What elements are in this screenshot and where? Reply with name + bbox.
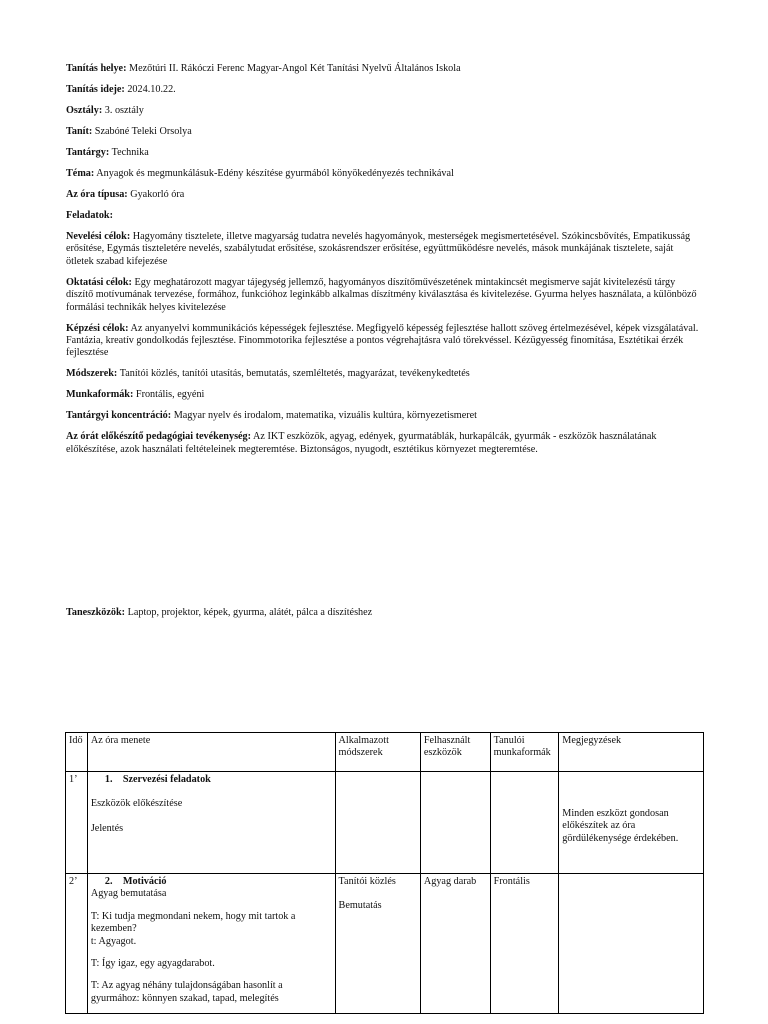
- field-teaching-tools: Taneszközök: Laptop, projektor, képek, gyurma, alátét, pálca a díszítéshez: [66, 607, 373, 618]
- method-item: Bemutatás: [338, 900, 382, 912]
- field-subject: Tantárgy: Technika: [66, 147, 149, 158]
- field-location: Tanítás helye: Mezőtúri II. Rákóczi Ferenc Magyar-Angol Két Tanítási Nyelvű Általános Iskola: [66, 63, 461, 74]
- field-concentration: Tantárgyi koncentráció: Magyar nyelv és irodalom, matematika, vizuális kultúra, környezetismeret: [66, 410, 477, 422]
- header-notes: Megjegyzések: [559, 733, 704, 772]
- cell-tools: Agyag darab: [420, 874, 490, 1014]
- flow-line: t: Agyagot.: [90, 935, 137, 947]
- field-teaching-goals: Oktatási célok: Egy meghatározott magyar tájegység jellemző, hagyományos díszítőművészetének mintakincsét megismerve saját kivitelezésű tárgy díszítő motívumának tervezése, formához, funkcióhoz leginkább alkalmas díszítmény kiválasztása és kivitelezése. Gyurma helyes használata, a különböző formálási technikák helyes kivitelezése: [66, 276, 697, 313]
- flow-line: T: Az agyag néhány tulajdonságában hasonlít a gyurmához: könnyen szakad, tapad, melegítés: [90, 980, 283, 1004]
- cell-notes: [559, 874, 704, 1014]
- lesson-plan-header: [66, 63, 702, 465]
- table-row: [66, 874, 704, 1014]
- header-work-forms: Tanulói munkaformák: [490, 733, 559, 772]
- cell-methods: [335, 772, 420, 874]
- cell-notes: [559, 772, 704, 874]
- cell-methods: [335, 874, 420, 1014]
- section-heading: 2. Motiváció: [104, 876, 167, 887]
- field-preparation: Az órát előkészítő pedagógiai tevékenység: Az IKT eszközök, agyag, edények, gyurmatáblák, hurkapálcák, gyurmák - eszközök használatának előkészítése, azok használati feltételeinek megteremtése. Biztonságos, nyugodt, esztétikus környezet megteremtése.: [66, 431, 657, 455]
- header-tools: Felhasznált eszközök: [420, 733, 490, 772]
- field-date: Tanítás ideje: 2024.10.22.: [66, 84, 176, 95]
- field-methods: Módszerek: Tanítói közlés, tanítói utasítás, bemutatás, szemléltetés, magyarázat, tevékenykedtetés: [66, 368, 470, 380]
- field-class: Osztály: 3. osztály: [66, 105, 144, 116]
- flow-line: T: Ki tudja megmondani nekem, hogy mit tartok a kezemben?: [90, 910, 296, 935]
- method-item: Tanítói közlés: [338, 876, 396, 887]
- section-heading: 1. Szervezési feladatok: [104, 774, 211, 785]
- field-educational-goals: Nevelési célok: Hagyomány tisztelete, illetve magyarság tudatra nevelés hagyományok, mesterségek megismertetésével. Szókincsbővítés, Empatikusság erősítése, Egymás tiszteletére nevelés, szabálytudat erősítése, szokásrendszer erősítése, együttműködésre nevelés, mások munkájának tisztelete, saját ötletek szabad kifejezése: [66, 231, 691, 267]
- header-methods: Alkalmazott módszerek: [335, 733, 420, 772]
- flow-line: Eszközök előkészítése: [90, 798, 183, 810]
- cell-time: 2’: [66, 874, 88, 1014]
- note-text: Minden eszközt gondosan előkészítek az óra gördülékenysége érdekében.: [562, 808, 679, 844]
- field-training-goals: Képzési célok: Az anyanyelvi kommunikációs képességek fejlesztése. Megfigyelő képesség fejlesztése hallott szöveg értelmezésével, képek vizsgálatával. Fantázia, kreatív gondolkodás fejlesztése. Finommotorika fejlesztése a pontos végrehajtásra való törekvéssel. Kézügyesség finomítása, Esztétikai érzék fejlesztése: [66, 322, 699, 359]
- table-row: [66, 772, 704, 874]
- flow-line: Jelentés: [90, 822, 124, 834]
- flow-line: T: Így igaz, egy agyagdarabot.: [90, 958, 215, 970]
- lesson-table: [65, 732, 704, 1014]
- flow-line: Agyag bemutatása: [90, 888, 167, 900]
- header-time: Idő: [66, 733, 88, 772]
- header-lesson-flow: Az óra menete: [87, 733, 335, 772]
- table-header-row: [66, 733, 704, 772]
- field-topic: Téma: Anyagok és megmunkálásuk-Edény készítése gyurmából könyökedényezés technikával: [66, 168, 454, 179]
- field-tasks: Feladatok:: [66, 210, 113, 221]
- cell-tools: [420, 772, 490, 874]
- cell-work-forms: Frontális: [490, 874, 559, 1014]
- cell-time: 1’: [66, 772, 88, 874]
- field-lesson-type: Az óra típusa: Gyakorló óra: [66, 189, 185, 200]
- cell-lesson-flow: [87, 874, 335, 1014]
- cell-work-forms: [490, 772, 559, 874]
- field-teacher: Tanít: Szabóné Teleki Orsolya: [66, 126, 192, 137]
- cell-lesson-flow: [87, 772, 335, 874]
- field-work-forms: Munkaformák: Frontális, egyéni: [66, 389, 205, 401]
